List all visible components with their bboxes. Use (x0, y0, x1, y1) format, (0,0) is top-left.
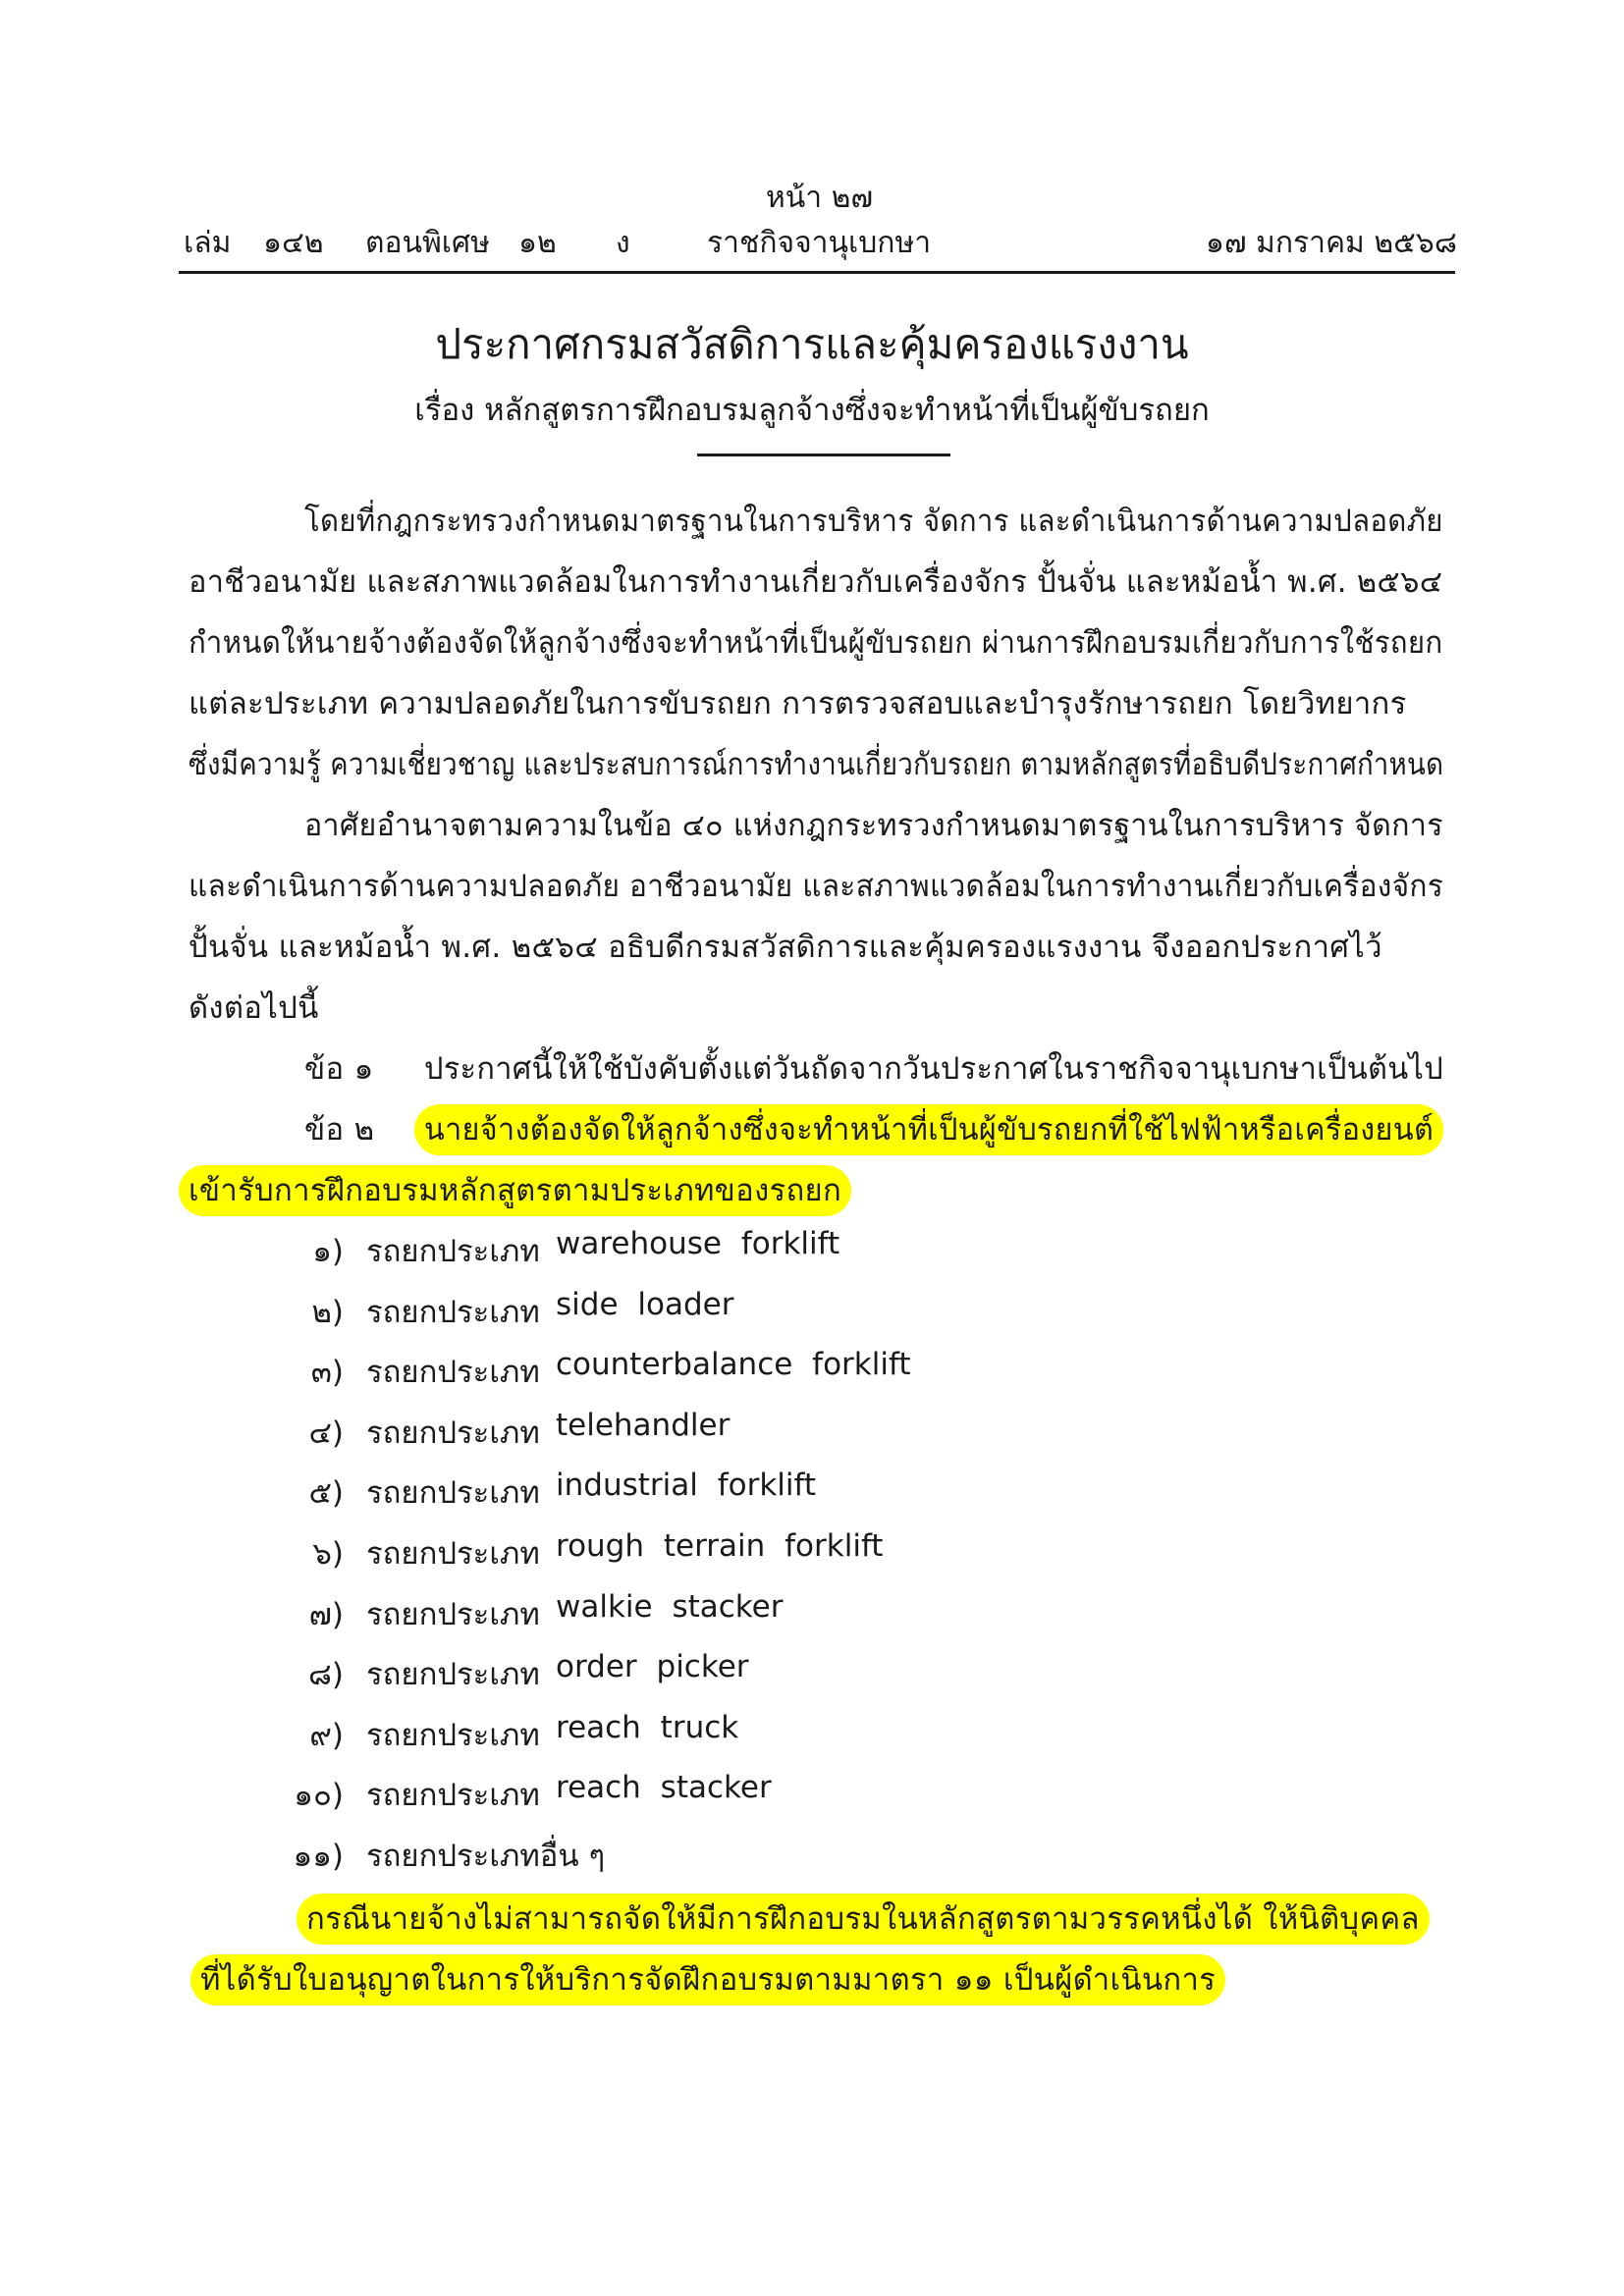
list-item-number: ๑๐) (294, 1778, 344, 1813)
list-item-number: ๔) (308, 1415, 344, 1451)
forklift-type-name: walkie stacker (556, 1589, 784, 1625)
section-number: ๑๒ (518, 226, 557, 260)
list-item-prefix: รถยกประเภท (366, 1718, 540, 1753)
list-item-prefix: รถยกประเภท (366, 1355, 540, 1390)
text-line: ซึ่งมีความรู้ ความเชี่ยวชาญ และประสบการณ์การทำงานเกี่ยวกับรถยก ตามหลักสูตรที่อธิบดีประกาศกำหนด (189, 747, 1444, 782)
list-item-prefix: รถยกประเภท (366, 1536, 540, 1572)
final-paragraph-line-2 (190, 1954, 1225, 2003)
list-item-number: ๕) (308, 1475, 344, 1511)
list-item-number: ๒) (311, 1295, 344, 1330)
highlighted-text: นายจ้างต้องจัดให้ลูกจ้างซึ่งจะทำหน้าที่เป็นผู้ขับรถยกที่ใช้ไฟฟ้าหรือเครื่องยนต์ (414, 1104, 1443, 1155)
list-item-prefix: รถยกประเภท (366, 1657, 540, 1692)
forklift-type-name: telehandler (556, 1408, 731, 1443)
text-line: และดำเนินการด้านความปลอดภัย อาชีวอนามัย และสภาพแวดล้อมในการทำงานเกี่ยวกับเครื่องจักร (189, 869, 1444, 904)
list-item-prefix: รถยกประเภท (366, 1415, 540, 1451)
volume-label: เล่ม (184, 226, 232, 260)
list-item-prefix: รถยกประเภทอื่น ๆ (366, 1839, 606, 1874)
list-item-number: ๖) (312, 1536, 344, 1572)
title-divider (697, 454, 950, 456)
text-line: อาชีวอนามัย และสภาพแวดล้อมในการทำงานเกี่ยวกับเครื่องจักร ปั้นจั่น และหม้อน้ำ พ.ศ. ๒๕๖๔ (189, 564, 1443, 600)
list-item-prefix: รถยกประเภท (366, 1295, 540, 1330)
highlighted-text: เข้ารับการฝึกอบรมหลักสูตรตามประเภทของรถยก (179, 1165, 851, 1216)
list-item-number: ๓) (310, 1355, 344, 1390)
list-item-number: ๑๑) (293, 1839, 344, 1874)
forklift-type-name: rough terrain forklift (556, 1528, 884, 1564)
clause-1-text: ประกาศนี้ให้ใช้บังคับตั้งแต่วันถัดจากวันประกาศในราชกิจจานุเบกษาเป็นต้นไป (424, 1051, 1444, 1087)
clause-2-line-2 (179, 1165, 851, 1214)
section-label: ตอนพิเศษ (365, 226, 490, 260)
announcement-title: ประกาศกรมสวัสดิการและคุ้มครองแรงงาน (435, 320, 1189, 368)
text-line: ปั้นจั่น และหม้อน้ำ พ.ศ. ๒๕๖๔ อธิบดีกรมสวัสดิการและคุ้มครองแรงงาน จึงออกประกาศไว้ (189, 930, 1382, 965)
highlighted-text: ที่ได้รับใบอนุญาตในการให้บริการจัดฝึกอบรมตามมาตรา ๑๑ เป็นผู้ดำเนินการ (190, 1954, 1225, 2005)
volume-number: ๑๔๒ (263, 226, 324, 260)
list-item-prefix: รถยกประเภท (366, 1778, 540, 1813)
text-line: อาศัยอำนาจตามความในข้อ ๔๐ แห่งกฎกระทรวงกำหนดมาตรฐานในการบริหาร จัดการ (304, 808, 1443, 843)
list-item-number: ๑) (312, 1234, 344, 1269)
header-rule (179, 271, 1455, 274)
list-item-prefix: รถยกประเภท (366, 1475, 540, 1511)
forklift-type-name: reach stacker (556, 1770, 772, 1805)
clause-2-label: ข้อ ๒ (304, 1112, 375, 1148)
list-item-number: ๗) (308, 1597, 344, 1632)
highlighted-text: กรณีนายจ้างไม่สามารถจัดให้มีการฝึกอบรมในหลักสูตรตามวรรคหนึ่งได้ ให้นิติบุคคล (297, 1894, 1430, 1945)
text-line: แต่ละประเภท ความปลอดภัยในการขับรถยก การตรวจสอบและบำรุงรักษารถยก โดยวิทยากร (189, 686, 1407, 721)
final-paragraph-line-1 (297, 1894, 1430, 1943)
list-item-prefix: รถยกประเภท (366, 1597, 540, 1632)
forklift-type-name: order picker (556, 1649, 749, 1684)
list-item-number: ๘) (307, 1657, 344, 1692)
text-line: ดังต่อไปนี้ (189, 990, 319, 1026)
forklift-type-name: industrial forklift (556, 1468, 817, 1503)
announcement-subject: เรื่อง หลักสูตรการฝึกอบรมลูกจ้างซึ่งจะทำหน้าที่เป็นผู้ขับรถยก (414, 393, 1210, 428)
forklift-type-name: warehouse forklift (556, 1226, 840, 1261)
forklift-type-name: counterbalance forklift (556, 1347, 911, 1382)
text-line: กำหนดให้นายจ้างต้องจัดให้ลูกจ้างซึ่งจะทำหน้าที่เป็นผู้ขับรถยก ผ่านการฝึกอบรมเกี่ยวกับการใช้รถยก (189, 625, 1443, 661)
page-number: หน้า ๒๗ (766, 181, 873, 215)
list-item-number: ๙) (309, 1718, 344, 1753)
section-letter: ง (616, 226, 630, 260)
text-line: โดยที่กฎกระทรวงกำหนดมาตรฐานในการบริหาร จัดการ และดำเนินการด้านความปลอดภัย (304, 504, 1443, 539)
clause-1-label: ข้อ ๑ (304, 1051, 374, 1087)
list-item-prefix: รถยกประเภท (366, 1234, 540, 1269)
clause-2-line-1 (414, 1104, 1443, 1153)
forklift-type-name: side loader (556, 1287, 734, 1322)
issue-date: ๑๗ มกราคม ๒๕๖๘ (1205, 226, 1457, 260)
forklift-type-name: reach truck (556, 1710, 739, 1745)
gazette-name: ราชกิจจานุเบกษา (707, 226, 932, 260)
